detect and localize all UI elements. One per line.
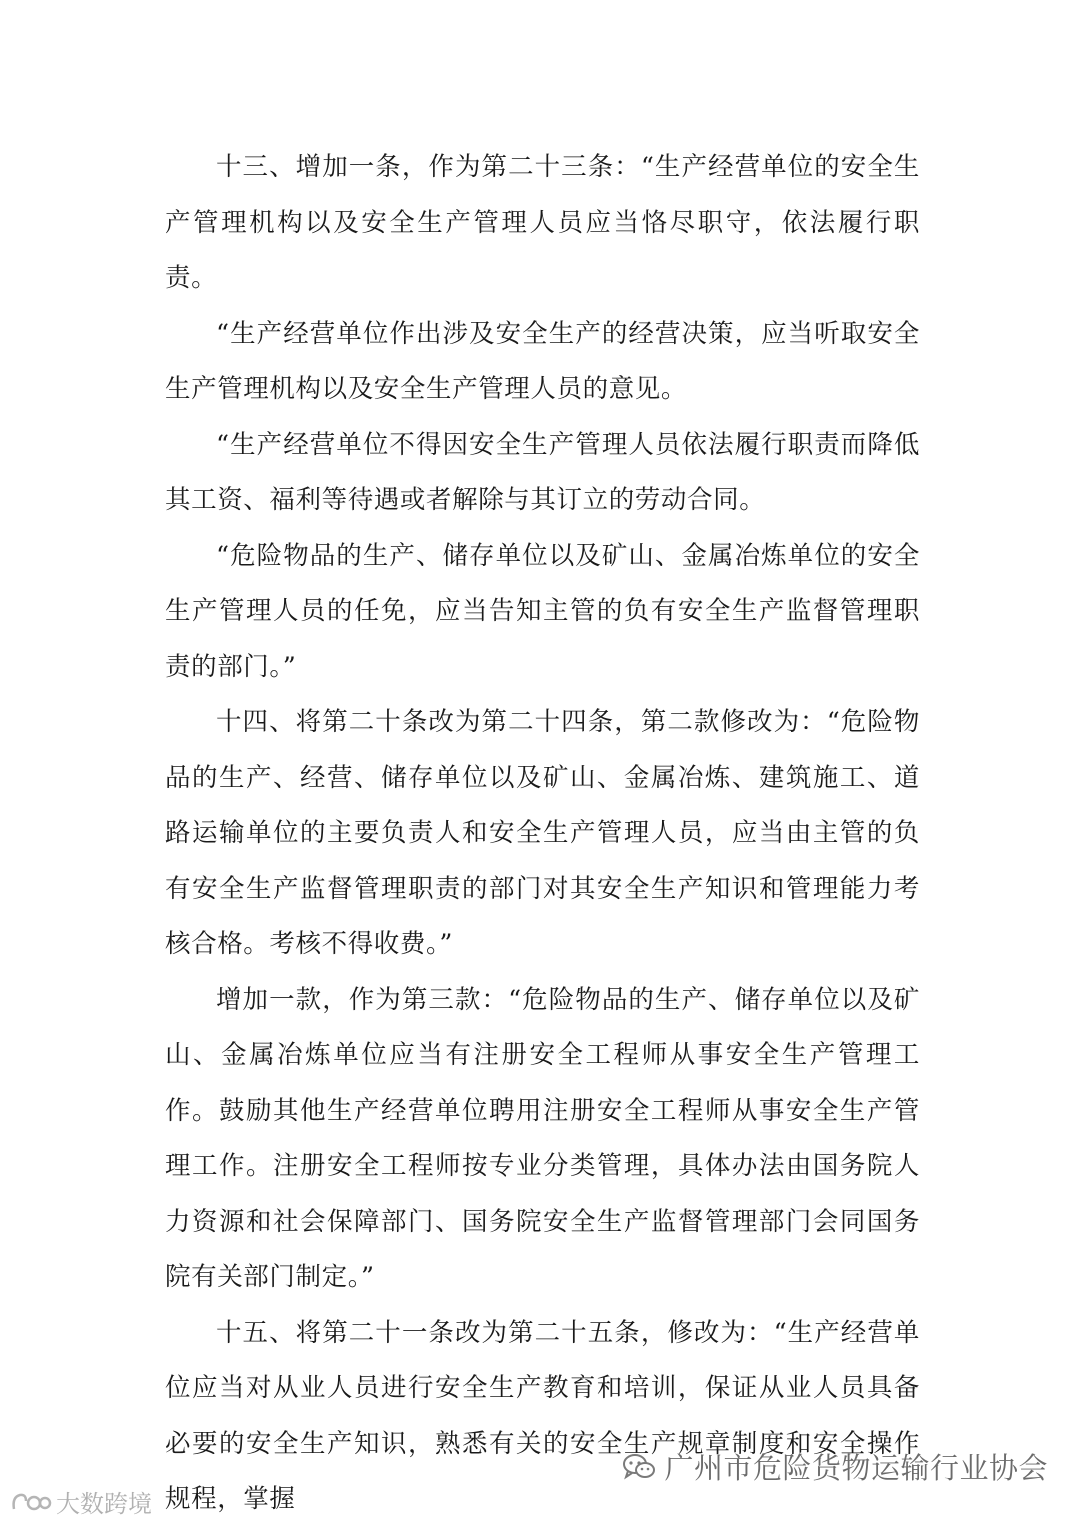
paragraph: “生产经营单位不得因安全生产管理人员依法履行职责而降低其工资、福利等待遇或者解除与其订立的劳动合同。 <box>165 429 920 515</box>
watermark-brand-text: 大数跨境 <box>56 1490 152 1518</box>
watermark-association-text: 广州市危险货物运输行业协会 <box>664 1451 1048 1485</box>
wechat-icon <box>622 1452 656 1482</box>
brand-logo-icon <box>8 1487 52 1517</box>
watermark-association <box>622 1446 1048 1487</box>
paragraph: 十四、将第二十条改为第二十四条，第二款修改为：“危险物品的生产、经营、储存单位以及矿山、金属冶炼、建筑施工、道路运输单位的主要负责人和安全生产管理人员，应当由主管的负有安全生产监督管理职责的部门对其安全生产知识和管理能力考核合格。考核不得收费。” <box>165 707 920 959</box>
paragraph: 十五、将第二十一条改为第二十五条，修改为：“生产经营单位应当对从业人员进行安全生产教育和培训，保证从业人员具备必要的安全生产知识，熟悉有关的安全生产规章制度和安全操作规程，掌握 <box>165 1317 920 1514</box>
paragraph: 增加一款，作为第三款：“危险物品的生产、储存单位以及矿山、金属冶炼单位应当有注册安全工程师从事安全生产管理工作。鼓励其他生产经营单位聘用注册安全工程师从事安全生产管理工作。注册安全工程师按专业分类管理，具体办法由国务院人力资源和社会保障部门、国务院安全生产监督管理部门会同国务院有关部门制定。” <box>165 984 920 1292</box>
paragraph: “危险物品的生产、储存单位以及矿山、金属冶炼单位的安全生产管理人员的任免，应当告知主管的负有安全生产监督管理职责的部门。” <box>165 540 920 682</box>
paragraph: 十三、增加一条，作为第二十三条：“生产经营单位的安全生产管理机构以及安全生产管理人员应当恪尽职守，依法履行职责。 <box>165 152 920 293</box>
watermark-brand <box>8 1484 152 1519</box>
document-body <box>165 140 920 1528</box>
paragraph: “生产经营单位作出涉及安全生产的经营决策，应当听取安全生产管理机构以及安全生产管理人员的意见。 <box>165 318 920 404</box>
